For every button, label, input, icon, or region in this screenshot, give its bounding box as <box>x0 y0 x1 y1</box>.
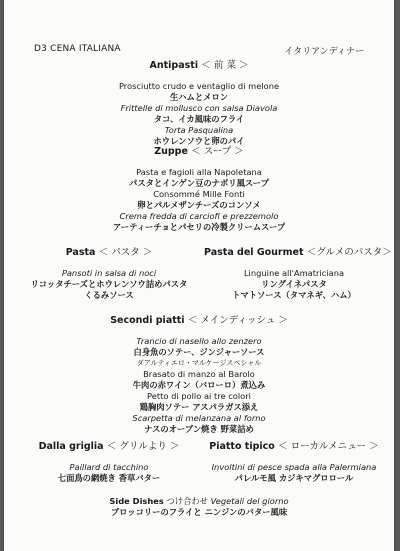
section-pasta-gourmet <box>204 244 392 301</box>
section-title-it: Pasta del Gourmet <box>204 247 304 258</box>
side-dishes-heading <box>4 496 394 507</box>
dish-jp: リングイネパスタ <box>261 279 327 289</box>
dish-special-jp: ダアルティエロ・マルケージスペシャル <box>136 359 262 367</box>
section-title-jp: ＜グルメのパスタ＞ <box>306 247 392 258</box>
dish-it: Brasato di manzo al Barolo <box>143 369 255 379</box>
section-title <box>204 244 392 258</box>
section-title-jp: ＜ グリルより ＞ <box>106 441 180 452</box>
dish-jp: パスタとインゲン豆のナポリ風スープ <box>129 178 269 188</box>
dish-it: Involtini di pesce spada alla Palermiana <box>211 462 377 472</box>
dish-jp: 生ハムとメロン <box>169 92 229 102</box>
dish-it: Pasta e fagioli alla Napoletana <box>136 167 262 177</box>
menu-code-title: D3 CENA ITALIANA <box>34 44 121 54</box>
dish-jp: ブロッコリーのフライと ニンジンのバター風味 <box>110 507 288 517</box>
dish-jp: くるみソース <box>84 290 134 300</box>
dish-jp: 牛肉の赤ワイン（バローロ）煮込み <box>132 380 266 390</box>
section-griglia <box>24 438 194 484</box>
section-title-jp: つけ合わせ <box>166 496 208 506</box>
section-title-jp: ＜ 前 菜 ＞ <box>201 60 249 71</box>
section-title-it: Antipasti <box>149 60 199 71</box>
section-title-it: Piatto tipico <box>209 441 275 452</box>
dish-jp: パレルモ風 カジキマグロロール <box>234 473 354 483</box>
section-title-it: Side Dishes <box>109 496 164 506</box>
menu-page <box>4 0 394 551</box>
section-title-jp: ＜ ローカルメニュー ＞ <box>278 441 379 452</box>
section-title-it: Zuppe <box>154 146 188 157</box>
section-title-it: Dalla griglia <box>38 441 104 452</box>
dish-it: Frittelle di mollusco con salsa Diavola <box>120 103 278 113</box>
dish-it: Prosciutto crudo e ventaglio di melone <box>118 81 280 91</box>
section-antipasti <box>4 57 394 147</box>
dish-jp: アーティーチョとパセリの冷製クリームスープ <box>112 222 286 232</box>
dish-it: Linguine all'Amatriciana <box>243 268 345 278</box>
dish-jp: ナスのオーブン焼き 野菜詰め <box>144 424 254 434</box>
section-title-jp: ＜ メインディッシュ ＞ <box>187 315 288 326</box>
section-title-jp: ＜ パスタ ＞ <box>98 247 153 258</box>
section-title-jp: ＜ スープ ＞ <box>191 146 244 157</box>
dish-it: Vegetali del giorno <box>210 496 289 506</box>
dish-jp: ホウレンソウと卵のパイ <box>153 136 245 146</box>
section-title <box>4 312 394 326</box>
dish-jp: リコッタチーズとホウレンソウ詰めパスタ <box>30 279 188 289</box>
section-title <box>24 438 194 452</box>
dish-it: Scarpetta di melanzana al forno <box>132 413 266 423</box>
dish-it: Torta Pasqualina <box>164 125 234 135</box>
dish-jp: トマトソース（タマネギ、ハム） <box>232 290 356 300</box>
menu-title-jp: イタリアンディナー <box>284 47 364 57</box>
dish-it: Trancio di nasello allo zenzero <box>136 336 262 346</box>
section-zuppe <box>4 143 394 233</box>
dish-it: Petto di pollo ai tre colori <box>147 391 251 401</box>
dish-jp: 七面鳥の網焼き 香草バター <box>57 473 161 483</box>
section-title-it: Pasta <box>65 247 96 258</box>
dish-jp: 白身魚のソテー、ジンジャーソース <box>133 347 265 357</box>
section-secondi <box>4 312 394 435</box>
dish-jp: 鶏胸肉ソテー アスパラガス添え <box>139 402 259 412</box>
section-title <box>204 438 384 452</box>
section-side-dishes <box>4 496 394 518</box>
dish-jp: 卵とパルメザンチーズのコンソメ <box>137 200 261 210</box>
section-title <box>4 143 394 157</box>
dish-it: Paillard di tacchino <box>69 462 149 472</box>
section-title <box>24 244 194 258</box>
section-tipico <box>204 438 384 484</box>
section-title-it: Secondi piatti <box>110 315 185 326</box>
section-pasta <box>24 244 194 301</box>
section-title <box>4 57 394 71</box>
dish-it: Crema fredda di carciofi e prezzemolo <box>119 211 279 221</box>
dish-it: Pansoti in salsa di noci <box>61 268 157 278</box>
dish-it: Consommé Mille Fonti <box>153 189 245 199</box>
dish-jp: タコ、イカ風味のフライ <box>153 114 245 124</box>
